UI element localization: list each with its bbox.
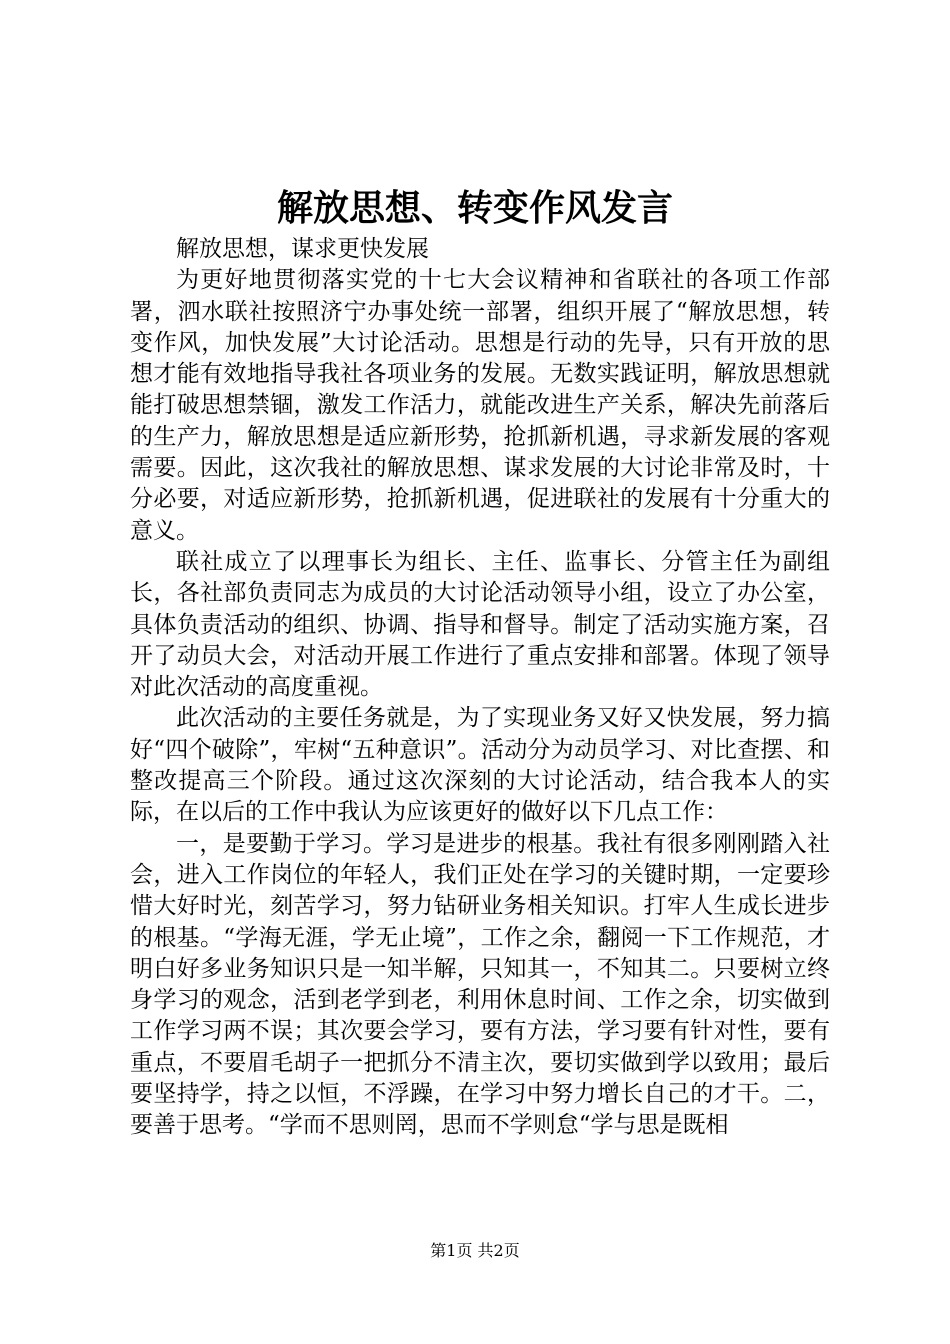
document-title: 解放思想、转变作风发言 — [276, 187, 673, 229]
paragraph: 联社成立了以理事长为组长、主任、监事长、分管主任为副组长，各社部负责同志为成员的大讨论活动领导小组，设立了办公室，具体负责活动的组织、协调、指导和督导。制定了活动实施方案，召开了动员大会，对活动开展工作进行了重点安排和部署。体现了领导对此次活动的高度重视。 — [130, 548, 830, 701]
paragraph: 一，是要勤于学习。学习是进步的根基。我社有很多刚刚踏入社会，进入工作岗位的年轻人，我们正处在学习的关键时期，一定要珍惜大好时光，刻苦学习，努力钻研业务相关知识。打牢人生成长进步的根基。“学海无涯，学无止境”，工作之余，翻阅一下工作规范，才明白好多业务知识只是一知半解，只知其一，不知其二。只要树立终身学习的观念，活到老学到老，利用休息时间、工作之余，切实做到工作学习两不误；其次要会学习，要有方法，学习要有针对性，要有重点，不要眉毛胡子一把抓分不清主次，要切实做到学以致用；最后要坚持学，持之以恒，不浮躁，在学习中努力增长自己的才干。二，要善于思考。“学而不思则罔，思而不学则怠“学与思是既相 — [130, 830, 830, 1139]
page-footer: 第1页 共2页 — [430, 1241, 520, 1260]
paragraph-subtitle: 解放思想，谋求更快发展 — [176, 236, 429, 262]
paragraph: 为更好地贯彻落实党的十七大会议精神和省联社的各项工作部署，泗水联社按照济宁办事处统一部署，组织开展了“解放思想，转变作风，加快发展”大讨论活动。思想是行动的先导，只有开放的思想才能有效地指导我社各项业务的发展。无数实践证明，解放思想就能打破思想禁锢，激发工作活力，就能改进生产关系，解决先前落后的生产力，解放思想是适应新形势，抢抓新机遇，寻求新发展的客观需要。因此，这次我社的解放思想、谋求发展的大讨论非常及时，十分必要，对适应新形势，抢抓新机遇，促进联社的发展有十分重大的意义。 — [130, 267, 830, 544]
paragraph: 此次活动的主要任务就是，为了实现业务又好又快发展，努力搞好“四个破除”，牢树“五种意识”。活动分为动员学习、对比查摆、和整改提高三个阶段。通过这次深刻的大讨论活动，结合我本人的实际，在以后的工作中我认为应该更好的做好以下几点工作： — [130, 705, 830, 826]
document-body — [130, 234, 830, 1142]
